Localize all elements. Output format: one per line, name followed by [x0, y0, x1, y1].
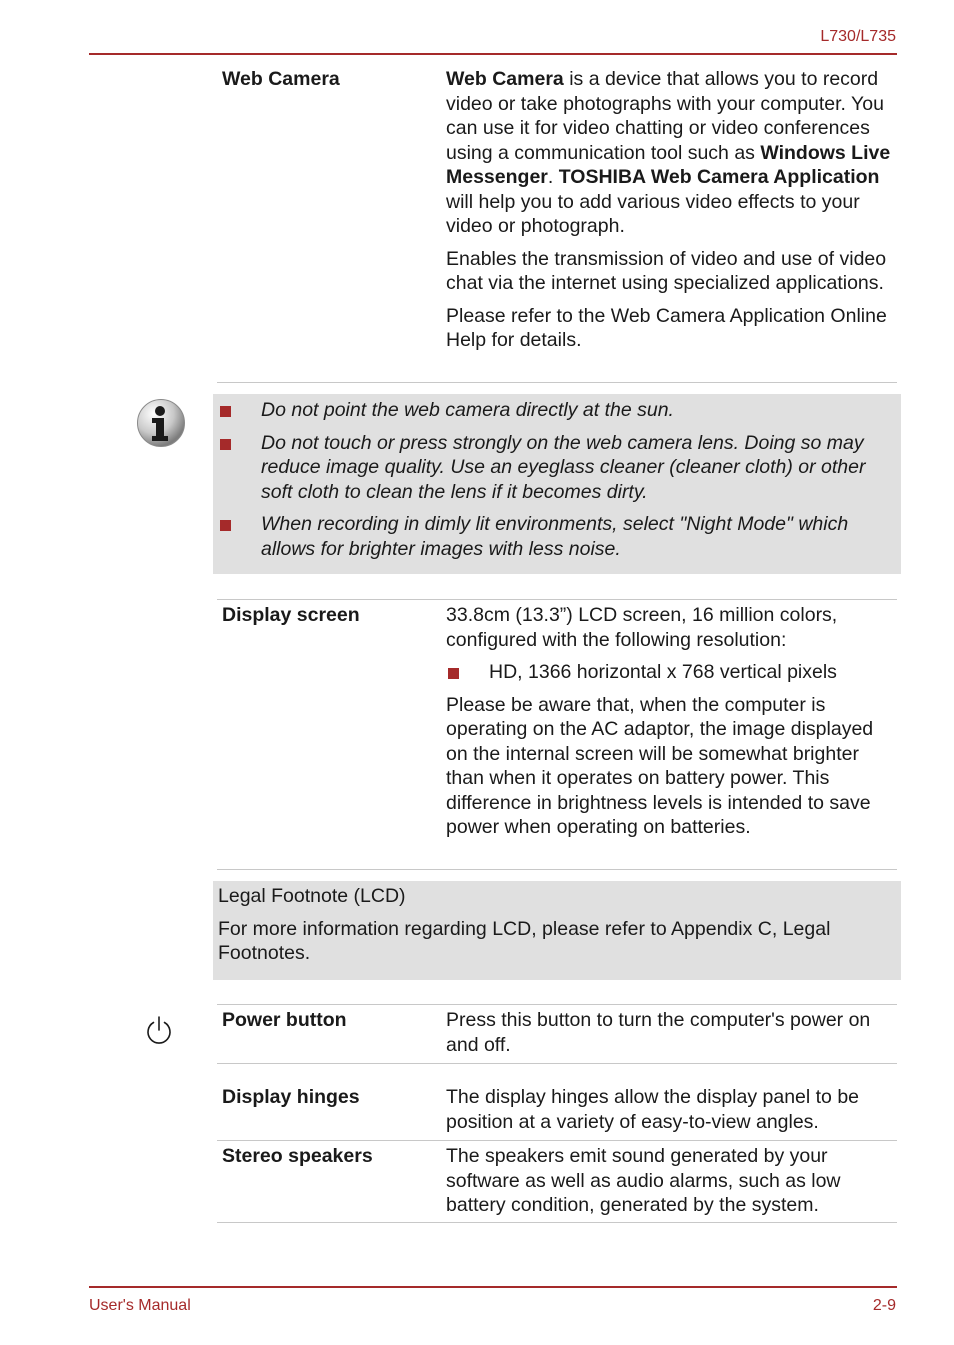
toshiba-app-bold: TOSHIBA Web Camera Application: [558, 166, 880, 188]
web-camera-bold: Web Camera: [446, 68, 564, 90]
note-item: [213, 512, 881, 561]
resolution-text: HD, 1366 horizontal x 768 vertical pixels: [489, 661, 837, 683]
header-divider: [89, 53, 897, 55]
bullet-square: [220, 406, 231, 417]
display-hinges-term: Display hinges: [222, 1086, 360, 1108]
stereo-speakers-term: Stereo speakers: [222, 1145, 373, 1167]
legal-footnote-text: For more information regarding LCD, please refer to Appendix C, Legal Footnotes.: [218, 917, 831, 964]
footer-manual-title: User's Manual: [89, 1297, 191, 1314]
note-item: [213, 431, 893, 505]
display-hinges-divider: [217, 1140, 897, 1141]
display-screen-description: [446, 603, 896, 848]
power-top-divider: [217, 1004, 897, 1005]
web-camera-divider: [217, 382, 897, 383]
power-icon: [144, 1015, 174, 1045]
note-item-text: Do not point the web camera directly at the sun.: [261, 399, 674, 421]
legal-footnote-box: [213, 881, 901, 980]
bullet-square: [220, 439, 231, 450]
web-camera-text-end: will help you to add various video effects to your video or photograph.: [446, 190, 860, 237]
display-screen-divider: [217, 869, 897, 870]
web-camera-paragraph-3: Please refer to the Web Camera Application Online Help for details.: [446, 304, 887, 351]
display-screen-paragraph-2: Please be aware that, when the computer is operating on the AC adaptor, the image displayed on the internal screen will be somewhat brighter than when it operates on battery power. This difference in brightness levels is intended to save power when operating on batteries.: [446, 693, 874, 838]
note-list: [213, 398, 901, 561]
web-camera-paragraph-1: [446, 67, 896, 239]
power-divider: [217, 1063, 897, 1064]
bullet-square: [220, 520, 231, 531]
messenger-bold: Windows Live Messenger: [446, 141, 891, 188]
web-camera-text: is a device that allows you to record video or take photographs with your computer. You can use it for video chatting or video conferences using a communication tool such as: [446, 68, 884, 164]
resolution-list: [446, 660, 896, 685]
resolution-item: [446, 660, 896, 685]
note-item-text: When recording in dimly lit environments, select "Night Mode" which allows for brighter images with less noise.: [261, 513, 849, 560]
stereo-speakers-description: The speakers emit sound generated by your software as well as audio alarms, such as low battery condition, generated by the system.: [446, 1145, 841, 1216]
page-header-model: L730/L735: [820, 28, 896, 45]
display-screen-paragraph-1: 33.8cm (13.3”) LCD screen, 16 million colors, configured with the following resolution:: [446, 604, 838, 651]
display-screen-term: Display screen: [222, 604, 360, 626]
stereo-speakers-divider: [217, 1222, 897, 1223]
power-button-description: Press this button to turn the computer's power on and off.: [446, 1009, 871, 1056]
power-button-term: Power button: [222, 1009, 347, 1031]
display-hinges-description: The display hinges allow the display panel to be position at a variety of easy-to-view angles.: [446, 1086, 860, 1133]
bullet-square: [448, 668, 459, 679]
web-camera-paragraph-2: Enables the transmission of video and use of video chat via the internet using specialized applications.: [446, 247, 887, 294]
footer-divider: [89, 1286, 897, 1288]
web-camera-term: Web Camera: [222, 68, 340, 90]
note-item: [213, 398, 901, 423]
note-item-text: Do not touch or press strongly on the web camera lens. Doing so may reduce image quality. Use an eyeglass cleaner (cleaner cloth) or other soft cloth to clean the lens if it becomes dirty.: [261, 431, 866, 503]
display-screen-top-divider: [217, 599, 897, 600]
info-icon: [136, 398, 186, 448]
legal-footnote-title: Legal Footnote (LCD): [218, 885, 406, 907]
footer-page-number: 2-9: [872, 1297, 896, 1314]
note-box: [213, 394, 901, 574]
sentence-separator: .: [547, 166, 559, 188]
web-camera-description: [446, 67, 896, 361]
